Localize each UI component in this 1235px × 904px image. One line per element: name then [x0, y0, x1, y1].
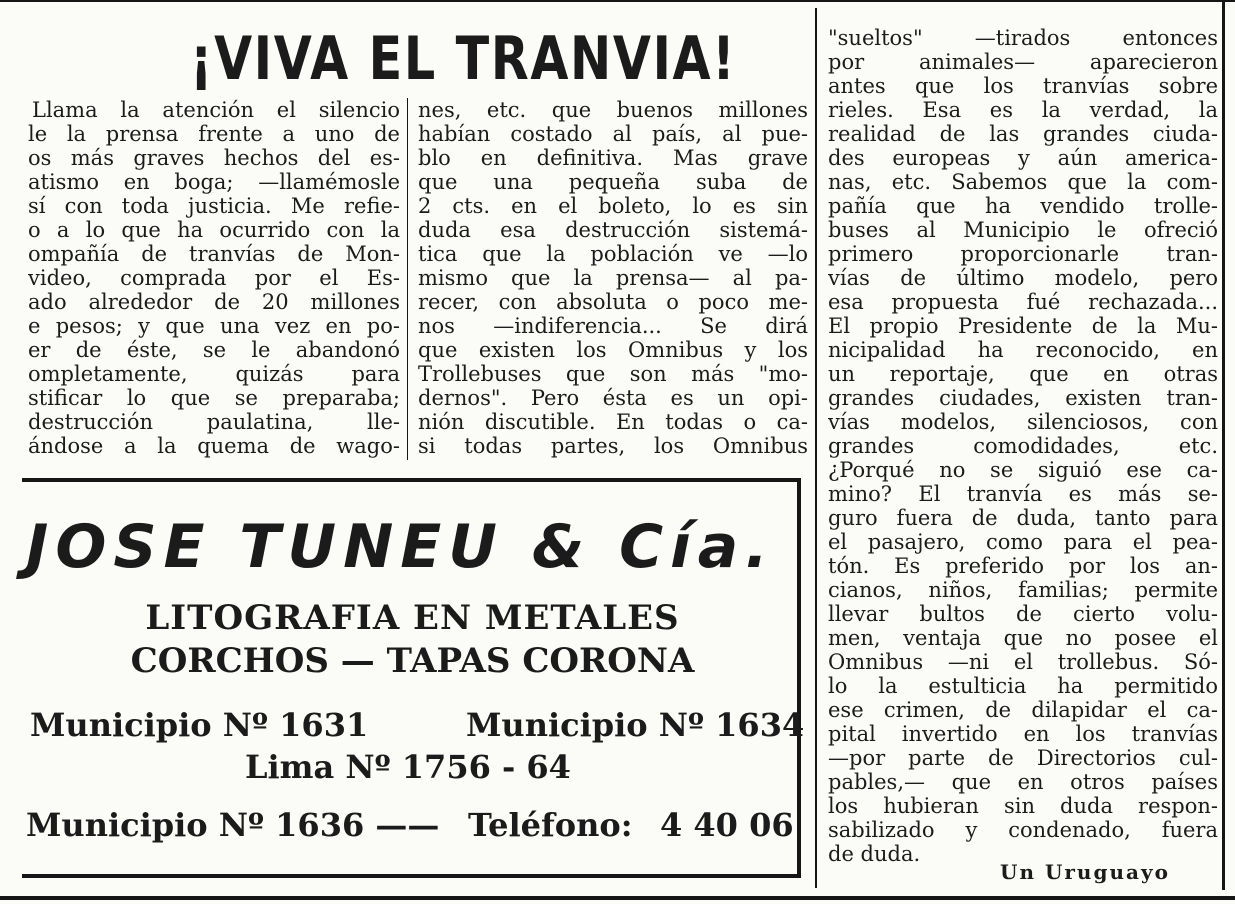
bottom-rule: [0, 896, 1235, 900]
text-line: pables,— que en otros países: [828, 770, 1218, 794]
headline: ¡VIVA EL TRANVIA!: [190, 24, 737, 94]
ad-company-name: JOSE TUNEU & Cía.: [26, 512, 775, 582]
column-divider-2: [815, 8, 817, 888]
text-line: primero proporcionarle tran-: [828, 242, 1218, 266]
text-line: blo en definitiva. Mas grave: [418, 146, 808, 170]
ad-line-products: CORCHOS — TAPAS CORONA: [130, 641, 695, 681]
text-line: tica que la población ve —lo: [418, 242, 808, 266]
ad-border-bottom: [22, 874, 800, 878]
column-divider-1: [407, 98, 408, 460]
text-line: tón. Es preferido por los an-: [828, 554, 1218, 578]
top-rule: [0, 0, 1235, 2]
text-line: destrucción paulatina, lle-: [28, 410, 400, 434]
text-line: habían costado al país, al pue-: [418, 122, 808, 146]
article-column-1: [28, 98, 400, 458]
text-line: Omnibus —ni el trollebus. Só-: [828, 650, 1218, 674]
text-line: —por parte de Directorios cul-: [828, 746, 1218, 770]
ad-address-1: Municipio Nº 1631: [30, 706, 369, 744]
text-line: e pesos; y que una vez en po-: [28, 314, 400, 338]
text-line: que existen los Omnibus y los: [418, 338, 808, 362]
text-line: ompañía de tranvías de Mon-: [28, 242, 400, 266]
text-line: sí con toda justicia. Me refie-: [28, 194, 400, 218]
text-line: stificar lo que se preparaba;: [28, 386, 400, 410]
text-line: ompletamente, quizás para: [28, 362, 400, 386]
text-line: Trollebuses que son más "mo-: [418, 362, 808, 386]
text-line: nión discutible. En todas o ca-: [418, 410, 808, 434]
text-line: dernos". Pero ésta es un opi-: [418, 386, 808, 410]
text-line: sabilizado y condenado, fuera: [828, 818, 1218, 842]
text-line: ándose a la quema de wago-: [28, 434, 400, 458]
text-line: vías de último modelo, pero: [828, 266, 1218, 290]
ad-line-lithography: LITOGRAFIA EN METALES: [145, 598, 680, 638]
text-line: antes que los tranvías sobre: [828, 74, 1218, 98]
text-line: Llama la atención el silencio: [32, 98, 400, 122]
text-line: video, comprada por el Es-: [28, 266, 400, 290]
text-line: los hubieran sin duda respon-: [828, 794, 1218, 818]
text-line: El propio Presidente de la Mu-: [828, 314, 1218, 338]
text-line: llevar bultos de cierto volu-: [828, 602, 1218, 626]
text-line: ado alrededor de 20 millones: [28, 290, 400, 314]
text-line: que una pequeña suba de: [418, 170, 808, 194]
text-line: os más graves hechos del es-: [28, 146, 400, 170]
text-line: un reportaje, que en otras: [828, 362, 1218, 386]
text-line: nos —indiferencia... Se dirá: [418, 314, 808, 338]
text-line: el pasajero, como para el pea-: [828, 530, 1218, 554]
text-line: o a lo que ha ocurrido con la: [28, 218, 400, 242]
text-line: realidad de las grandes ciuda-: [828, 122, 1218, 146]
text-line: duda esa destrucción sistemá-: [418, 218, 808, 242]
ad-phone-label: Teléfono:: [468, 806, 633, 844]
text-line: nas, etc. Sabemos que la com-: [828, 170, 1218, 194]
ad-border-top: [22, 478, 800, 482]
text-line: guro fuera de duda, tanto para: [828, 506, 1218, 530]
text-line: le la prensa frente a uno de: [28, 122, 400, 146]
text-line: recer, con absoluta o poco me-: [418, 290, 808, 314]
text-line: de duda.: [828, 842, 921, 866]
ad-address-2: Municipio Nº 1634: [466, 706, 805, 744]
text-line: vías modelos, silenciosos, con: [828, 410, 1218, 434]
text-line: men, ventaja que no posee el: [828, 626, 1218, 650]
text-line: lo la estulticia ha permitido: [828, 674, 1218, 698]
text-line: si todas partes, los Omnibus: [418, 434, 808, 458]
text-line: grandes comodidades, etc.: [828, 434, 1218, 458]
article-column-2: [418, 98, 808, 458]
text-line: atismo en boga; —llamémosle: [28, 170, 400, 194]
ad-phone-number: 4 40 06: [660, 806, 794, 844]
text-line: cianos, niños, familias; permite: [828, 578, 1218, 602]
text-line: nicipalidad ha reconocido, en: [828, 338, 1218, 362]
text-line: ¿Porqué no se siguió ese ca-: [828, 458, 1218, 482]
ad-address-3: Lima Nº 1756 - 64: [245, 748, 571, 786]
text-line: nes, etc. que buenos millones: [418, 98, 808, 122]
text-line: por animales— aparecieron: [828, 50, 1218, 74]
text-line: "sueltos" —tirados entonces: [828, 26, 1218, 50]
text-line: des europeas y aún america-: [828, 146, 1218, 170]
article-column-3: [828, 26, 1218, 866]
text-line: ese crimen, de dilapidar el ca-: [828, 698, 1218, 722]
signature: Un Uruguayo: [1000, 860, 1170, 884]
text-line: er de éste, se le abandonó: [28, 338, 400, 362]
text-line: pital invertido en los tranvías: [828, 722, 1218, 746]
text-line: grandes ciudades, existen tran-: [828, 386, 1218, 410]
ad-address-4: Municipio Nº 1636 ——: [26, 806, 440, 844]
text-line: pañía que ha vendido trolle-: [828, 194, 1218, 218]
text-line: 2 cts. en el boleto, lo es sin: [418, 194, 808, 218]
text-line: mino? El tranvía es más se-: [828, 482, 1218, 506]
text-line: rieles. Esa es la verdad, la: [828, 98, 1218, 122]
right-border: [1222, 0, 1225, 890]
text-line: buses al Municipio le ofreció: [828, 218, 1218, 242]
text-line: mismo que la prensa— al pa-: [418, 266, 808, 290]
text-line: esa propuesta fué rechazada...: [828, 290, 1218, 314]
